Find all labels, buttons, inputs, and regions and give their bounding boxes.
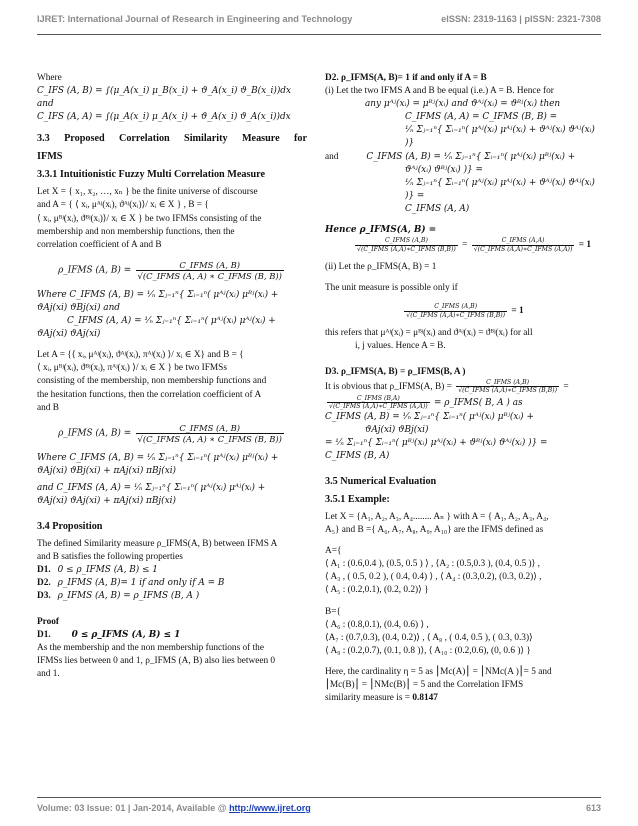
journal-title: IJRET: International Journal of Research in Engineering and Technology (37, 14, 353, 24)
equation: C_IFMS (A, A) (405, 203, 470, 214)
set-line: ⟨ A₁ : (0.6,0.4 ), (0.5, 0.5 ) ⟩ , ⟨A₂ : (0.5,0.3 ), (0.4, 0.5 )⟩ , (325, 559, 540, 570)
equation: C_IFS (A, A) = ∫(μ_A(x_i) μ_A(x_i) + ϑ_A(x_i) ϑ_A(x_i))dx (37, 112, 291, 123)
text-line: ⟨ xᵢ, μᴮʲ(xᵢ), ϑᴮʲ(xᵢ), πᴬʲ(xᵢ) ⟩/ xᵢ ∈ X } be two IFMSs (37, 363, 227, 374)
text-line: and B (37, 402, 59, 413)
text-line: (i) Let the two IFMS A and B be equal (i.e.) A = B. Hence for (325, 86, 554, 97)
text-line: and A = { ⟨ xᵢ, μᴬʲ(xᵢ), ϑᴬʲ(xᵢ)⟩/ xᵢ ∈ X } , B = { (37, 200, 209, 211)
property-heading: D3. ρ_IFMS(A, B) = ρ_IFMS(B, A ) (325, 366, 466, 377)
equation: C_IFMS (A, A) = ¹⁄ₙ Σⱼ₌₁ⁿ{ Σᵢ₌₁ⁿ( μᴬʲ(xᵢ) μᴬʲ(xᵢ) + (67, 316, 276, 327)
equation: ϑAj(xi) ϑBj(xi) + πAj(xi) πBj(xi) (37, 465, 177, 476)
running-header (37, 14, 601, 24)
equation: Where C_IFMS (A, B) = ¹⁄ₙ Σⱼ₌₁ⁿ{ Σᵢ₌₁ⁿ( μᴬʲ(xᵢ) μᴮʲ(xᵢ) + (37, 289, 279, 300)
equation: = ¹⁄ₙ Σⱼ₌₁ⁿ{ Σᵢ₌₁ⁿ( μᴮʲ(xᵢ) μᴬʲ(xᵢ) + ϑᴮʲ(xᵢ) ϑᴬʲ(xᵢ) )} = (325, 437, 548, 448)
section-heading: 3.3 Proposed Correlation Similarity Measure for (37, 133, 307, 145)
text-line: As the membership and the non membership functions of the (37, 642, 264, 653)
text-line: Let X = { x₁, x₂, …, xₙ } be the finite universe of discourse (37, 187, 258, 198)
text-line: similarity measure is = 0.8147 (325, 693, 438, 704)
equation: and C_IFMS (A, A) = ¹⁄ₙ Σⱼ₌₁ⁿ{ Σᵢ₌₁ⁿ( μᴬʲ(xᵢ) μᴬʲ(xᵢ) + (37, 482, 266, 493)
text-line: The unit measure is possible only if (325, 283, 458, 294)
issn: eISSN: 2319-1163 | pISSN: 2321-7308 (441, 14, 601, 24)
equation: C_IFMS (A, A) = C_IFMS (B, B) = (405, 112, 558, 123)
text-line: ⟨ xᵢ, μᴮʲ(xᵢ), ϑᴮʲ(xᵢ)⟩/ xᵢ ∈ X } be two IFMSs consisting of the (37, 213, 262, 224)
equation-line: and C_IFMS (A, B) = ¹⁄ₙ Σⱼ₌₁ⁿ{ Σᵢ₌₁ⁿ( μᴬʲ(xᵢ) μᴮʲ(xᵢ) + (325, 151, 576, 162)
footer-rule (37, 797, 601, 798)
property-line: D1. 0 ≤ ρ_IFMS (A, B) ≤ 1 (37, 629, 181, 640)
section-heading: 3.5 Numerical Evaluation (325, 475, 437, 487)
journal-link[interactable]: http://www.ijret.org (229, 803, 311, 813)
equation: ϑAj(xi) ϑAj(xi) + πAj(xi) πBj(xi) (37, 495, 176, 506)
equation: ϑᴬʲ(xᵢ) ϑᴮʲ(xᵢ) )} = (405, 164, 483, 175)
equation: ϑAj(xi) ϑBj(xi) (365, 424, 429, 435)
text-line: and 1. (37, 668, 60, 679)
equation: Where C_IFMS (A, B) = ¹⁄ₙ Σⱼ₌₁ⁿ{ Σᵢ₌₁ⁿ( μᴬʲ(xᵢ) μᴮʲ(xᵢ) + (37, 452, 279, 463)
text-line: (ii) Let the ρ_IFMS(A, B) = 1 (325, 262, 437, 273)
text-line: ⎮Mc(B)⎮ = ⎮NMc(B)⎮ = 5 and the Correlation IFMS (325, 680, 524, 690)
subsection-heading: 3.3.1 Intuitionistic Fuzzy Multi Correlation Measure (37, 169, 265, 181)
section-heading: 3.4 Proposition (37, 521, 103, 533)
set-line: B={ (325, 606, 341, 617)
text-line: the hesitation functions, then the correlation coefficient of A (37, 389, 262, 400)
set-line: ⟨ A₉ : (0.2,0.7), (0.1, 0.8 )⟩, ⟨ A₁₀ : (0.2,0.6), (0, 0.6 )⟩ } (325, 645, 531, 656)
rho-equation: ρ_IFMS (A, B) = $\frac{\text{C\_IFMS (A, B)}}{\text{√(C\_IFMS (A, A) ∗ C\_IFMS (B, B))}}$ (58, 422, 282, 444)
text-line: Here, the cardinality η = 5 as ⎮Mc(A)⎮ = ⎮NMc(A )⎮= 5 and (325, 666, 552, 677)
text-line: Let A = {⟨ xᵢ, μᴬʲ(xᵢ), ϑᴬʲ(xᵢ), πᴬʲ(xᵢ) ⟩/ xᵢ ∈ X} and B = { (37, 350, 244, 361)
text-line: The defined Similarity measure ρ_IFMS(A, B) between IFMS A (37, 539, 278, 550)
text-line: A₅} and B ={ A₆, A₇, A₈, A₉, A₁₀} are the IFMS defined as (325, 525, 544, 536)
equation: any μᴬʲ(xᵢ) = μᴮʲ(xᵢ) and ϑᴬʲ(xᵢ) = ϑᴮʲ(xᵢ) then (365, 99, 561, 110)
left-column (37, 72, 307, 681)
running-footer (37, 803, 601, 813)
text-line: and B satisfies the following properties (37, 552, 183, 563)
text-line: Where (37, 73, 62, 83)
equation: ϑAj(xi) ϑBj(xi) and (37, 302, 120, 313)
obvious-equation-2: $\frac{\text{C\_IFMS (B,A)}}{\text{√(C\_IFMS (A,A)∗C\_IFMS (A,A))}}$ = ρ_IFMS( B, A ) as (329, 394, 523, 411)
subsection-heading: 3.5.1 Example: (325, 493, 390, 505)
property-line: D1. 0 ≤ ρ_IFMS (A, B) ≤ 1 (37, 565, 158, 576)
text-line: IFMSs lies between 0 and 1, ρ_IFMS (A, B) also lies between 0 (37, 655, 276, 666)
text-line: Let X = {A₁, A₂, A₃, A₄........ Aₙ } with A = { A₁, A₂, A₃, A₄, (325, 511, 549, 522)
volume-info: Volume: 03 Issue: 01 | Jan-2014, Available @ http://www.ijret.org (37, 803, 311, 813)
section-heading: IFMS (37, 151, 63, 163)
header-rule (37, 34, 601, 35)
equation: C_IFS (A, B) = ∫(μ_A(x_i) μ_B(x_i) + ϑ_A(x_i) ϑ_B(x_i))dx and (37, 86, 291, 110)
equation: ¹⁄ₙ Σⱼ₌₁ⁿ{ Σᵢ₌₁ⁿ( μᴬʲ(xᵢ) μᴬʲ(xᵢ) + ϑᴬʲ(xᵢ) ϑᴬʲ(xᵢ) )} = (405, 177, 595, 201)
page-number: 613 (585, 803, 601, 813)
text-line: consisting of the membership, non membership functions and (37, 376, 267, 387)
set-line: A={ (325, 546, 342, 557)
text-line: membership and non membership functions, then the (37, 226, 235, 237)
proof-heading: Proof (37, 616, 60, 627)
right-column (325, 72, 601, 705)
property-line: D2. ρ_IFMS (A, B)= 1 if and only if A = B (37, 578, 225, 589)
set-line: ⟨A₇ : (0.7,0.3), (0.4, 0.2)⟩ , ⟨ A₈ , ( 0.4, 0.5 ), ( 0.3, 0.3)⟩ (325, 632, 533, 643)
equation: ¹⁄ₙ Σⱼ₌₁ⁿ{ Σᵢ₌₁ⁿ( μᴬʲ(xᵢ) μᴬʲ(xᵢ) + ϑᴬʲ(xᵢ) ϑᴬʲ(xᵢ) )} (405, 125, 595, 149)
set-line: ⟨ A₃ , ( 0.5, 0.2 ), ( 0.4, 0.4) ⟩ , ⟨ A₄ : (0.3,0.2), (0.3, 0.2)⟩ , (325, 572, 542, 583)
set-line: ⟨ A₅ : (0.2,0.1), (0.2, 0.2)⟩ } (325, 585, 429, 596)
similarity-value: 0.8147 (412, 693, 438, 704)
text-line: i, j values. Hence A = B. (355, 341, 446, 352)
text-line: this refers that μᴬʲ(xᵢ) = μᴮʲ(xᵢ) and ϑᴬʲ(xᵢ) = ϑᴮʲ(xᵢ) for all (325, 328, 533, 339)
property-heading: D2. ρ_IFMS(A, B)= 1 if and only if A = B (325, 73, 487, 83)
rho-equation: ρ_IFMS (A, B) = $\frac{\text{C\_IFMS (A, B)}}{\text{√(C\_IFMS (A, A) ∗ C\_IFMS (B, B))}}$ (58, 259, 282, 281)
hence-equation: Hence ρ_IFMS(A, B) = $\frac{\text{C\_IFMS (A,B)}}{\text{√(C\_IFMS (A,A)∗C\_IFMS (B,B))}}$ = $\frac{\text{C\_IFMS (A,A)}}{\text{√(C\_IFMS (A,A)∗C\_IFMS (A,A))}}$ = 1 (325, 225, 591, 253)
unit-equation: $\frac{\text{C\_IFMS (A,B)}}{\text{√(C\_IFMS (A,A)∗C\_IFMS (B,B))}}$ = 1 (406, 303, 524, 319)
text-line: correlation coefficient of A and B (37, 239, 162, 250)
property-line: D3. ρ_IFMS (A, B) = ρ_IFMS (B, A ) (37, 591, 200, 602)
equation: C_IFMS (B, A) (325, 450, 390, 461)
equation: ϑAj(xi) ϑAj(xi) (37, 329, 101, 340)
equation: C_IFMS (A, B) = ¹⁄ₙ Σⱼ₌₁ⁿ{ Σᵢ₌₁ⁿ( μᴬʲ(xᵢ) μᴮʲ(xᵢ) + (325, 411, 534, 422)
set-line: ⟨ A₆ : (0.8,0.1), (0.4, 0.6) ⟩ , (325, 619, 429, 630)
obvious-equation: It is obvious that ρ_IFMS(A, B) = $\frac{\text{C\_IFMS (A,B)}}{\text{√(C\_IFMS (A,A)∗C\_IFMS (B,B))}}$ = (325, 378, 569, 395)
